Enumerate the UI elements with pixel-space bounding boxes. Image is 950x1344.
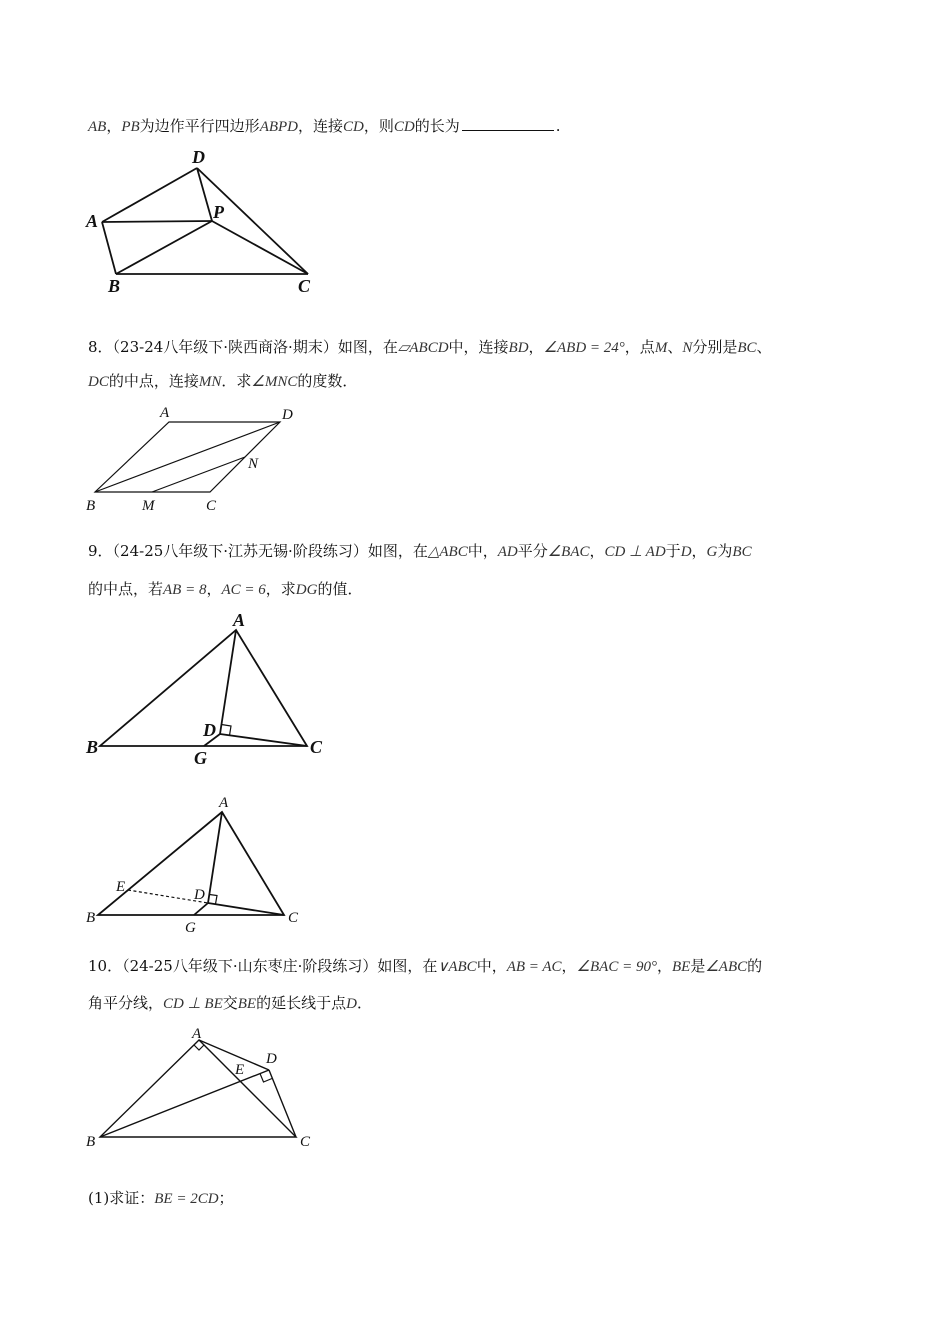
q9a-label-a: A	[233, 610, 246, 630]
q9b-label-d: D	[194, 887, 205, 903]
q7-label-c: C	[298, 276, 311, 296]
q7-para-abpd: ABPD	[259, 119, 299, 135]
q9b-label-b: B	[86, 910, 96, 926]
q9b-label-g: G	[185, 920, 196, 936]
q8-label-b: B	[86, 498, 96, 514]
q8-line-2: DC的中点，连接MN．求∠MNC的度数．	[88, 372, 358, 390]
q8-number-source: 8．（23-24八年级下·陕西商洛·期末）如图，在	[88, 338, 398, 356]
q9a-label-b: B	[86, 737, 99, 757]
q10-label-b: B	[86, 1134, 96, 1150]
q8-label-c: C	[206, 498, 217, 514]
q10-sub-1: (1)求证：BE = 2CD；	[88, 1189, 234, 1207]
q7-answer-blank[interactable]	[462, 116, 554, 131]
q10-line-2: 角平分线，CD ⊥ BE交BE的延长线于点D．	[88, 994, 372, 1012]
q9-number-source: 9．（24-25八年级下·江苏无锡·阶段练习）如图，在	[88, 542, 428, 560]
q7-label-a: A	[86, 211, 99, 231]
q9a-label-g: G	[194, 748, 207, 768]
q9-line-1: 9．（24-25八年级下·江苏无锡·阶段练习）如图，在△ABC中，AD平分∠BAC，CD ⊥ AD于D，G为BC	[88, 542, 752, 560]
q8-label-n: N	[248, 456, 259, 472]
q9a-label-d: D	[203, 720, 216, 740]
q10-label-d: D	[266, 1051, 277, 1067]
q8-label-d: D	[282, 407, 293, 423]
q7-line: AB，PB为边作平行四边形ABPD，连接CD，则CD的长为 .	[88, 117, 561, 135]
q10-label-a: A	[192, 1026, 202, 1042]
q10-line-1: 10．（24-25八年级下·山东枣庄·阶段练习）如图，在∨ABC中，AB = AC，∠BAC = 90°，BE是∠ABC的	[88, 957, 763, 975]
q9b-label-a: A	[219, 795, 229, 811]
q9b-label-e: E	[116, 879, 126, 895]
q7-seg-ab: AB	[88, 119, 107, 135]
q8-label-a: A	[160, 405, 170, 421]
q9b-label-c: C	[288, 910, 299, 926]
q8-line-1: 8．（23-24八年级下·陕西商洛·期末）如图，在▱ABCD中，连接BD，∠ABD = 24°，点M、N分别是BC、	[88, 338, 772, 356]
q7-label-p: P	[213, 202, 224, 222]
q8-label-m: M	[142, 498, 155, 514]
q10-label-c: C	[300, 1134, 311, 1150]
q7-label-b: B	[108, 276, 121, 296]
q9a-label-c: C	[310, 737, 323, 757]
q9-line-2: 的中点，若AB = 8，AC = 6，求DG的值．	[88, 580, 363, 598]
q10-label-e: E	[235, 1062, 245, 1078]
q7-label-d: D	[192, 147, 205, 167]
q10-number-source: 10．（24-25八年级下·山东枣庄·阶段练习）如图，在	[88, 957, 438, 975]
q7-seg-pb: PB	[121, 119, 140, 135]
